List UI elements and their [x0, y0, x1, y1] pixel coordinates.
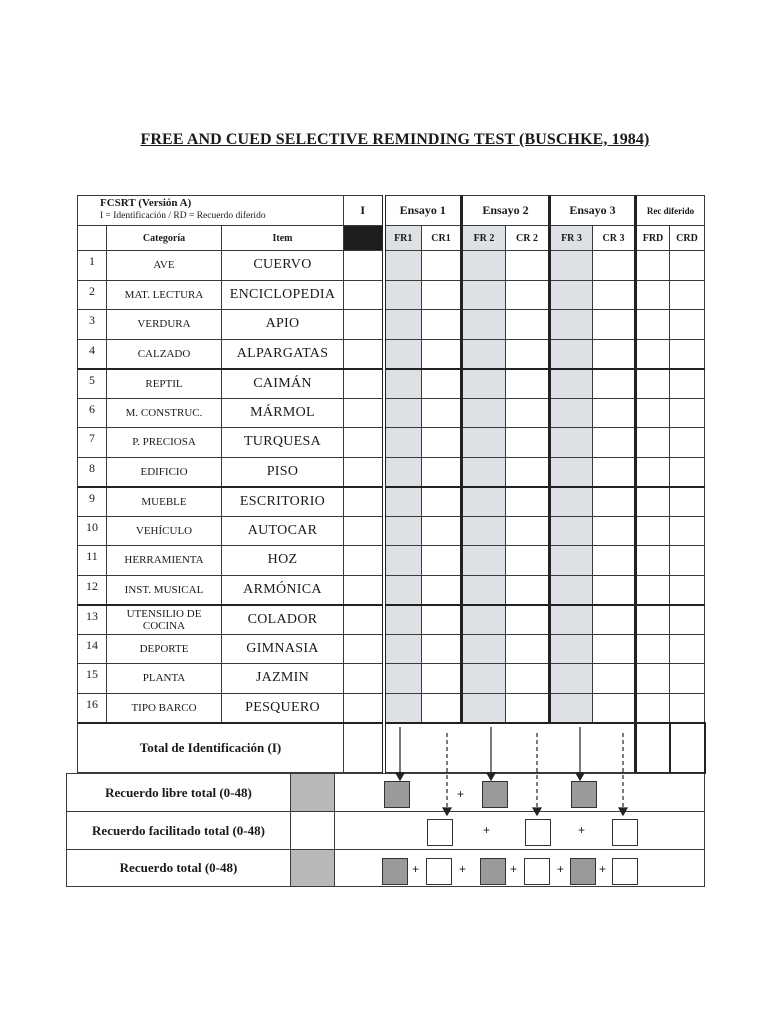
arrowhead-cr2	[533, 808, 541, 815]
total-recall-label: Recuerdo total (0-48)	[67, 850, 291, 887]
cued-recall-box-3[interactable]	[612, 819, 638, 846]
trial3-header: Ensayo 3	[550, 196, 636, 226]
item-cell: CUERVO	[222, 251, 344, 281]
category-cell: VEHÍCULO	[107, 516, 222, 546]
plus-sign: +	[412, 862, 420, 876]
category-cell: HERRAMIENTA	[107, 546, 222, 576]
total-box-fr2[interactable]	[480, 858, 506, 885]
plus-sign: +	[599, 862, 607, 876]
free-recall-box-2[interactable]	[482, 781, 508, 808]
row-number: 14	[78, 634, 107, 664]
item-cell: PISO	[222, 457, 344, 487]
category-cell: MUEBLE	[107, 487, 222, 517]
fr3-header: FR 3	[550, 226, 593, 251]
cued-recall-total-label: Recuerdo facilitado total (0-48)	[67, 812, 291, 850]
item-cell: TURQUESA	[222, 428, 344, 458]
category-cell: REPTIL	[107, 369, 222, 399]
row-number: 15	[78, 664, 107, 694]
cued-recall-box-2[interactable]	[525, 819, 551, 846]
item-cell: AUTOCAR	[222, 516, 344, 546]
category-cell: TIPO BARCO	[107, 693, 222, 723]
delayed-recall-header: Rec diferido	[636, 196, 705, 226]
arrowhead-cr3	[619, 808, 627, 815]
frd-header: FRD	[636, 226, 670, 251]
arrowhead-cr1	[443, 808, 451, 815]
item-cell: JAZMIN	[222, 664, 344, 694]
category-cell: PLANTA	[107, 664, 222, 694]
plus-sign: +	[457, 787, 465, 801]
row-number: 13	[78, 605, 107, 635]
row-number: 2	[78, 280, 107, 310]
category-cell: MAT. LECTURA	[107, 280, 222, 310]
plus-sign: +	[557, 862, 565, 876]
arrowhead-fr2	[487, 773, 495, 780]
row-number: 9	[78, 487, 107, 517]
plus-sign: +	[483, 823, 491, 837]
free-recall-box-1[interactable]	[384, 781, 410, 808]
item-header: Item	[222, 226, 344, 251]
item-cell: ENCICLOPEDIA	[222, 280, 344, 310]
category-cell: EDIFICIO	[107, 457, 222, 487]
category-cell: VERDURA	[107, 310, 222, 340]
item-cell: ARMÓNICA	[222, 575, 344, 605]
item-cell: ESCRITORIO	[222, 487, 344, 517]
category-cell: M. CONSTRUC.	[107, 398, 222, 428]
category-cell: CALZADO	[107, 339, 222, 369]
row-number: 6	[78, 398, 107, 428]
category-cell: DEPORTE	[107, 634, 222, 664]
item-cell: GIMNASIA	[222, 634, 344, 664]
total-box-fr3[interactable]	[570, 858, 596, 885]
row-number: 11	[78, 546, 107, 576]
total-box-fr1[interactable]	[382, 858, 408, 885]
plus-sign: +	[578, 823, 586, 837]
category-cell: AVE	[107, 251, 222, 281]
row-number: 3	[78, 310, 107, 340]
row-number: 16	[78, 693, 107, 723]
row-number: 1	[78, 251, 107, 281]
total-box-cr3[interactable]	[612, 858, 638, 885]
item-cell: COLADOR	[222, 605, 344, 635]
fr1-header: FR1	[384, 226, 422, 251]
row-number: 12	[78, 575, 107, 605]
category-cell: UTENSILIO DE COCINA	[107, 605, 222, 635]
row-number: 10	[78, 516, 107, 546]
free-recall-box-3[interactable]	[571, 781, 597, 808]
plus-sign: +	[459, 862, 467, 876]
item-cell: APIO	[222, 310, 344, 340]
fr2-header: FR 2	[462, 226, 506, 251]
category-cell: INST. MUSICAL	[107, 575, 222, 605]
row-number: 4	[78, 339, 107, 369]
category-header: Categoría	[107, 226, 222, 251]
crd-header: CRD	[670, 226, 705, 251]
version-label: FCSRT (Versión A)	[100, 197, 192, 209]
cr2-header: CR 2	[506, 226, 550, 251]
total-box-cr1[interactable]	[426, 858, 452, 885]
free-recall-total-label: Recuerdo libre total (0-48)	[67, 774, 291, 812]
total-box-cr2[interactable]	[524, 858, 550, 885]
item-cell: CAIMÁN	[222, 369, 344, 399]
col-identification-header: I	[344, 196, 384, 226]
row-number: 7	[78, 428, 107, 458]
category-cell: P. PRECIOSA	[107, 428, 222, 458]
cr1-header: CR1	[422, 226, 462, 251]
total-identification-label: Total de Identificación (I)	[78, 723, 344, 773]
row-number: 8	[78, 457, 107, 487]
arrowhead-fr3	[576, 773, 584, 780]
arrowhead-fr1	[396, 773, 404, 780]
plus-sign: +	[510, 862, 518, 876]
trial1-header: Ensayo 1	[384, 196, 462, 226]
item-cell: MÁRMOL	[222, 398, 344, 428]
item-cell: ALPARGATAS	[222, 339, 344, 369]
row-number: 5	[78, 369, 107, 399]
page-title: FREE AND CUED SELECTIVE REMINDING TEST (BUSCHKE, 1984)	[140, 131, 650, 148]
trial2-header: Ensayo 2	[462, 196, 550, 226]
cued-recall-box-1[interactable]	[427, 819, 453, 846]
item-cell: HOZ	[222, 546, 344, 576]
item-cell: PESQUERO	[222, 693, 344, 723]
legend-label: I = Identificación / RD = Recuerdo diferido	[100, 211, 266, 221]
cr3-header: CR 3	[593, 226, 636, 251]
